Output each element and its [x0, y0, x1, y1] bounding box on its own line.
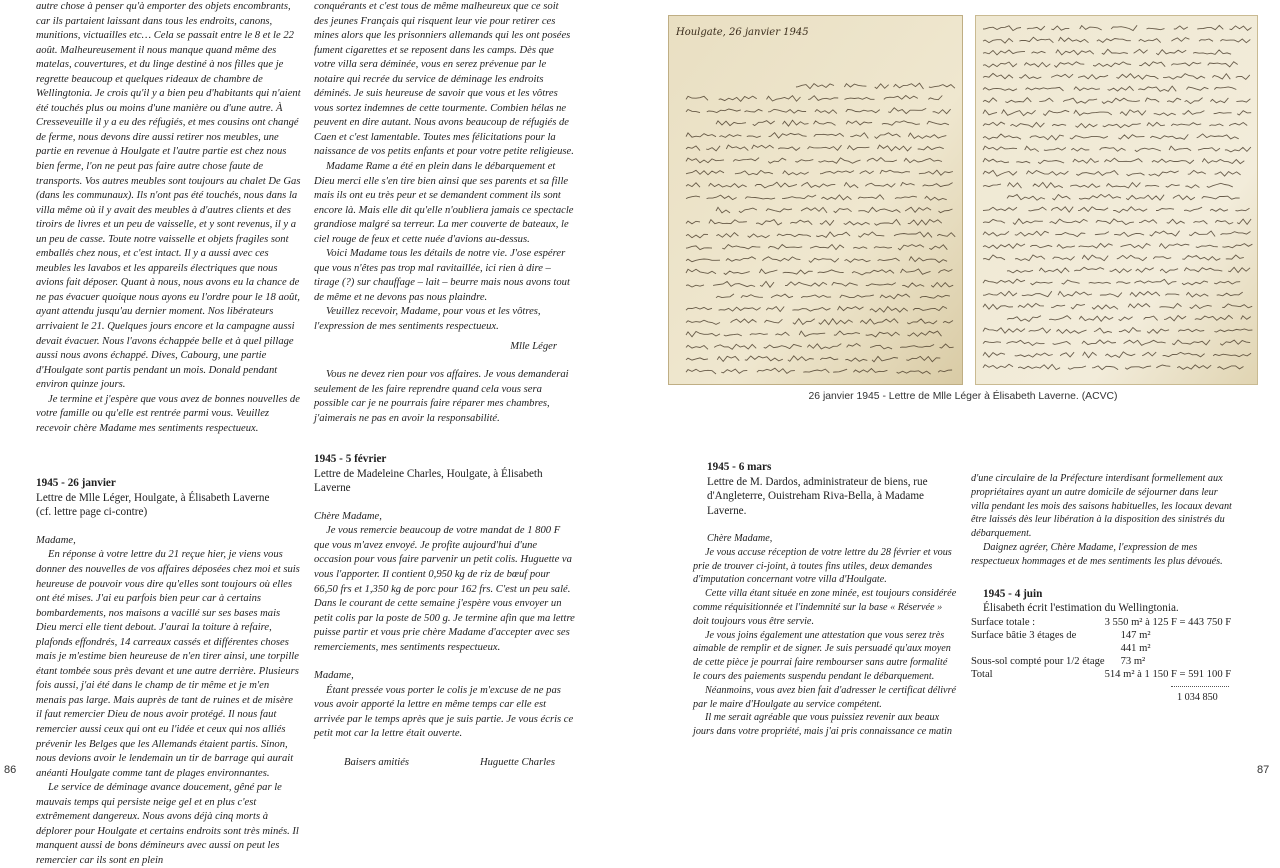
right-column-2 [971, 472, 1233, 704]
letter-paragraph: Il me serait agréable que vous puissiez revenir aux beaux jours dans votre propriété, mais j'ai pris connaissance ce matin [693, 712, 952, 738]
letter-paragraph: Cette villa étant située en zone minée, est toujours considérée comme réquisitionnée et l'indemnité sur la base « Réservée » doit toujours vous être servie. [693, 588, 957, 627]
manuscript-header: Houlgate, 26 janvier 1945 [676, 27, 809, 38]
row-value: 514 m² à 1 150 F = 591 100 F [1104, 668, 1232, 680]
letter-paragraph: Je vous accuse réception de votre lettre du 28 février et vous prie de trouver ci-joint, à toutes fins utiles, deux demandes d'imputation concernant votre villa d'Houlgate. [693, 546, 952, 586]
letter-paragraph: Madame Rame a été en plein dans le débarquement et Dieu merci elle s'en tire bien ainsi que ses parents et sa fille mais ils ont eu très peur et se demandent comment ils sont encore là. Mais elle dit qu'elle n'oubliera jamais ce spectacle grandiose malgré sa terreur. La mer couverte de bateaux, le ciel rouge de feux et cette nuée d'avions au-dessus. [314, 161, 574, 245]
letter-paragraph: Veuillez recevoir, Madame, pour vous et les vôtres, l'expression de mes sentiments respectueux. [314, 306, 541, 333]
row-label: Surface totale : [971, 616, 1036, 628]
row-label: Sous-sol compté pour 1/2 étage [971, 655, 1105, 667]
row-label [971, 642, 1105, 655]
letter-signature: Huguette Charles [479, 757, 555, 769]
manuscript-photo-page-1 [668, 15, 963, 385]
entry-title: Lettre de Madeleine Charles, Houlgate, à Élisabeth Laverne [314, 467, 543, 495]
row-value: 3 550 m² à 125 F = 443 750 F [1104, 616, 1232, 628]
entry-date: 1945 - 4 juin [983, 587, 1043, 600]
photo-caption: 26 janvier 1945 - Lettre de Mlle Léger à Élisabeth Laverne. (ACVC) [808, 391, 1118, 402]
letter-closing: Baisers amitiés [344, 757, 410, 769]
letter-salutation: Chère Madame, [707, 533, 773, 544]
row-value: 73 m² [1120, 655, 1146, 667]
left-column-2 [314, 0, 575, 770]
entry-title: Lettre de M. Dardos, administrateur de biens, rue d'Angleterre, Ouistreham Riva-Bella, à Madame Laverne. [707, 475, 928, 517]
page-number-right: 87 [1257, 764, 1270, 776]
letter-closing: Daignez agréer, Chère Madame, l'expression de mes respectueux hommages et de mes sentiments les plus dévoués. [971, 541, 1223, 567]
left-column-1 [36, 0, 301, 868]
letter-paragraph: Je vous joins également une attestation que vous serez très aimable de remplir et de signer. Je suis persuadé qu'aux moyen de cette pièce je pourrai faire rembourser sans autre formalité le cours des paiements suspendu pendant le débarquement. [693, 629, 951, 682]
entry-date: 1945 - 6 mars [707, 461, 772, 473]
row-value: 441 m² [1120, 642, 1151, 654]
row-label: Total [971, 668, 993, 680]
entry-heading [314, 452, 575, 496]
table-row [971, 642, 1231, 655]
letter-paragraph: d'une circulaire de la Préfecture interdisant formellement aux propriétaires ayant un autre domicile de séjourner dans leur villa pendant les mois des saisons habituelles, les locaux devant être laissés dès leur libération à la disposition des sinistrés du débarquement. [971, 473, 1232, 540]
table-row [971, 655, 1231, 668]
grand-total: 1 034 850 [1177, 691, 1218, 703]
letter-continuation: conquérants et c'est tous de même malheureux que ce soit des jeunes Français qui risquent leur vie pour retirer ces mines alors que les prisonniers allemands qui les ont posées fument cigarettes et se reposent dans les camps. Dès que votre villa sera déminée, vous en serez prévenue par le notaire qui recrée du service de déminage les endroits déminés. Je suis heureuse de savoir que vous et les vôtres vous sortez indemnes de cette tourmente. Combien hélas ne peuvent en dire autant. Nous avons beaucoup de réfugiés de Caen et c'est lamentable. Toutes mes félicitations pour la naissance de vos petits enfants et pour votre petite religieuse. [314, 1, 574, 158]
right-column-1 [693, 460, 957, 739]
entry-title: Élisabeth écrit l'estimation du Wellingtonia. [983, 602, 1179, 615]
table-row [971, 629, 1231, 642]
row-label: Surface bâtie 3 étages de [971, 629, 1077, 641]
entry-date: 1945 - 26 janvier [36, 477, 116, 490]
entry-date: 1945 - 5 février [314, 453, 387, 466]
letter-signature: Mlle Léger [510, 340, 557, 352]
manuscript-page-1-image [668, 15, 963, 385]
letter-paragraph: Néanmoins, vous avez bien fait d'adresser le certificat délivré par le maire d'Houlgate au service compétent. [693, 684, 957, 710]
letter-closing: Je termine et j'espère que vous avez de bonnes nouvelles de votre famille ou qu'elle est rentrée parmi vous. Veuillez recevoir chère Madame mes sentiments respectueux. [36, 393, 300, 434]
entry-title: Lettre de Mlle Léger, Houlgate, à Élisabeth Laverne [36, 491, 270, 504]
letter-body: Étant pressée vous porter le colis je m'excuse de ne pas vous avoir apporté la lettre en même temps car elle est arrivée par le temps après que je suis partie. Je vous écris ce petit mot car la lettre était ouverte. [314, 684, 574, 740]
manuscript-photo-page-2 [975, 15, 1258, 385]
letter-body: Je vous remercie beaucoup de votre mandat de 1 800 F que vous m'avez envoyé. Je profite aujourd'hui d'une occasion pour vous faire parvenir un petit colis. Huguette va vous l'apporter. Il contient 0,950 kg de riz de bœuf pour 66,50 frs et 1,350 kg de porc pour 162 frs. C'est un peu salé. Dans le courant de cette semaine j'espère vous envoyer un petit colis par la poste de 500 g. Je termine afin que ma lettre puisse partir et vous prie chère Madame d'accepter avec ses remerciements, mes sentiments respectueux. [314, 525, 575, 653]
row-value: 147 m² [1120, 629, 1151, 641]
table-row [971, 616, 1231, 629]
letter-continuation: autre chose à penser qu'à emporter des objets encombrants, car ils partaient laissant dans tous les endroits, canons, munitions, victuailles etc… Cela se passait entre le 8 et le 22 août. Malheureusement il nous manque quand même des matelas, couvertures, et du linge destiné à nos filles que je regrette beaucoup et quelques rideaux de chambre de Wellingtonia. Je crois qu'il y a bien peu d'habitants qui n'aient été touchés plus ou moins d'une manière ou d'une autre. À Cresseveuille il y a eu des réfugiés, et mes cousins ont changé de ferme, nous devons dire aussi retirer nos meubles, une partie en revenue à Houlgate et l'autre partie est chez nous bien ferme, l'on ne peut pas faire autre chose faute de transports. Vos autres meubles sont toujours au chalet De Gas (dans les communaux). Ils n'ont pas été touchés, nous dans la villa même où il y avait des meubles à d'autres clients et des tiroirs de livres et un peu de vaisselle, et y sont revenus, il y a un peu de casse. Toute notre vaisselle et objets fragiles sont emballés chez nous, et c'est intact. Il y a aussi avec ces meubles les lavabos et les appareils électriques que nous avions fait déposer. Quant à nous, nous avons eu la chance de ne pas évacuer quoique nous ayons eu l'ordre pour le 18 août, ayant attendu jusqu'au dernier moment. Nos libérateurs arrivaient le 21. Quelques jours encore et la campagne aussi devait évacuer. Nous l'avons échappée belle et à quel pillage aussi nous avons échappé. Dives, Cabourg, une partie d'Houlgate sont partis pendant un mois. Donald pendant environ quinze jours. [36, 1, 301, 391]
total-divider [1171, 686, 1229, 687]
letter-salutation: Chère Madame, [314, 510, 382, 522]
letter-salutation: Madame, [36, 534, 76, 546]
table-row [971, 668, 1231, 681]
entry-heading [36, 476, 301, 520]
letter-body-2: Le service de déminage avance doucement, gêné par le mauvais temps qui persiste neige gel et en plus c'est extrêmement dangereux. Nous avons déjà cinq morts à déplorer pour Houlgate et certains endroits sont très minés. Il manquent aussi de bons démineurs avec aussi on peut les remercier car ils sont en plein [36, 782, 299, 866]
manuscript-page-2-image [975, 15, 1258, 385]
letter-paragraph: Voici Madame tous les détails de notre vie. J'ose espérer que vous n'êtes pas trop mal ravitaillée, ici rien à dire – tirage (?) sur chauffage – lait – beurre mais nous avons tout de même et ne devons pas nous plaindre. [314, 248, 570, 303]
page-number-left: 86 [4, 764, 17, 776]
entry-heading [693, 460, 957, 518]
letter-body: En réponse à votre lettre du 21 reçue hier, je viens vous donner des nouvelles de vos affaires déposées chez moi et suis heureuse de pouvoir vous dire qu'elles sont toujours où elles ont été mises. J'ai eu parfois bien peur car à certains bombardements, nos maisons a vacillé sur ses bases mais Dieu merci elle tient debout. J'aurai la toiture à refaire, plafonds effondrés, 14 carreaux cassés et différentes choses mais je m'estime bien heureuse de n'en tirer ainsi, une torpille étant tombée sous près devant et une autre derrière. Plusieurs fois aussi, j'ai été dans le champ de tir même et je m'en menais pas large. Mais auprès de tant de ruines et de misère il faut remercier Dieu de nous avoir protégé. Il nous faut remercier aussi ceux qui ont eu l'idée et ceux qui nos alliés prévenir les Belges que les Allemands étaient partis. Sinon, nous devions avoir le lendemain un tir de barrage qui aurait anéanti Houlgate comme tant de plages environnantes. [36, 549, 300, 779]
entry-heading [971, 587, 1233, 616]
estimation-table [971, 616, 1231, 681]
letter-salutation: Madame, [314, 670, 354, 682]
entry-note: (cf. lettre page ci-contre) [36, 506, 148, 519]
letter-postscript: Vous ne devez rien pour vos affaires. Je vous demanderai seulement de les faire reprendre quand cela vous sera possible car je ne pourrais faire réparer mes chambres, j'aimerais ne pas en avoir la responsabilité. [314, 369, 569, 424]
